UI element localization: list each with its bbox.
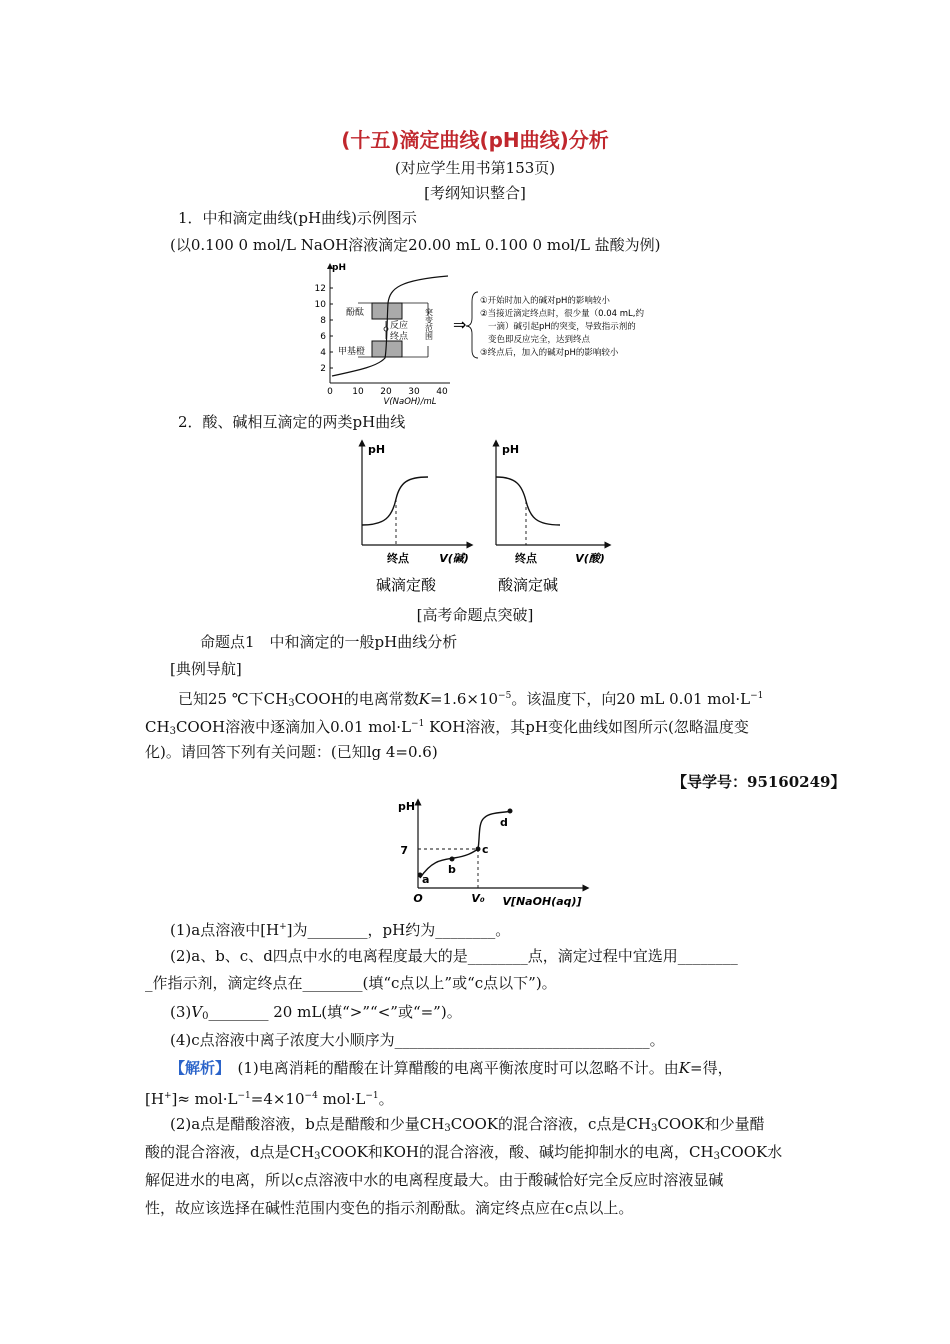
section-heading-2: [高考命题点突破] bbox=[416, 606, 534, 624]
fig1-y-label: pH bbox=[332, 263, 346, 273]
fig3-y-label: pH bbox=[398, 800, 416, 813]
fig1-note: ③终点后，加入的碱对pH的影响较小 bbox=[480, 348, 619, 358]
fig1-x-tick: 40 bbox=[436, 387, 448, 397]
fig1-y-tick: 2 bbox=[320, 364, 326, 374]
fig1-note: ②当接近滴定终点时，很少量（0.04 mL,约 bbox=[480, 309, 644, 319]
fig1-note: 一滴）碱引起pH的突变，导致指示剂的 bbox=[488, 322, 636, 332]
answer-line-2: $[H^+]\approx mol\cdot L^{-1}=4\times 10^{-4}$ $mol\cdot L^{-1}$。 bbox=[145, 1090, 394, 1108]
fig2-right-x-label: V(酸) bbox=[575, 552, 605, 565]
item-1-heading: 1．中和滴定曲线(pH曲线)示例图示 bbox=[178, 209, 417, 227]
fig1-y-tick: 6 bbox=[320, 332, 326, 342]
fig1-note: 变色即反应完全，达到终点 bbox=[488, 335, 591, 345]
fig3-label-a: a bbox=[422, 873, 430, 886]
methyl-orange-range-box bbox=[372, 341, 402, 357]
fig2-left-end-label: 终点 bbox=[387, 552, 409, 565]
fig1-x-tick: 30 bbox=[408, 387, 420, 397]
problem-line-3: 化)。请回答下列有关问题：(已知lg 4=0.6) bbox=[145, 743, 438, 761]
answer-line-4: 酸的混合溶液，d点是$CH_3COOK$和KOH的混合溶液，酸、碱均能抑制水的电离，$CH_3COOK$水 bbox=[145, 1143, 783, 1162]
fig1-note: ①开始时加入的碱对pH的影响较小 bbox=[480, 296, 610, 306]
fig1-y-tick: 10 bbox=[314, 300, 326, 310]
item-1-note: (以0.100 0 mol/L NaOH溶液滴定20.00 mL 0.100 0 mol/L 盐酸为例) bbox=[170, 236, 661, 254]
fig1-range-label: 突变范围 bbox=[424, 308, 434, 340]
topic-heading: 命题点1 中和滴定的一般pH曲线分析 bbox=[200, 633, 458, 651]
fig2-right-end-label: 终点 bbox=[515, 552, 537, 565]
fig3-label-d: d bbox=[500, 816, 508, 829]
problem-line-1: 已知25 ℃下$CH_3COOH$的电离常数$K=1.6\times 10^{-5}$。该温度下，向20 mL 0.01 $mol\cdot L^{-1}$ bbox=[178, 690, 764, 709]
fig1-mid-label-2: 终点 bbox=[390, 332, 409, 342]
fig1-y-tick: 4 bbox=[320, 348, 326, 358]
answer-label: 【解析】 bbox=[170, 1059, 223, 1077]
fig2-right-caption: 酸滴定碱 bbox=[498, 576, 559, 594]
fig1-x-tick: 0 bbox=[327, 387, 333, 397]
fig2-right-y-label: pH bbox=[502, 443, 520, 456]
page-subtitle: (对应学生用书第153页) bbox=[394, 159, 556, 177]
section-heading-1: [考纲知识整合] bbox=[424, 184, 526, 202]
fig3-label-c: c bbox=[482, 843, 489, 856]
question-1: (1)a点溶液中[H+]为________，pH约为________。 bbox=[170, 921, 511, 939]
fig3-y7-label: 7 bbox=[400, 844, 408, 857]
fig3-point-b bbox=[450, 857, 455, 862]
fig1-x-tick: 20 bbox=[380, 387, 392, 397]
fig2-right-curve bbox=[496, 477, 560, 525]
fig1-mid-label-1: 反应 bbox=[390, 321, 409, 331]
page-title: (十五)滴定曲线(pH曲线)分析 bbox=[341, 128, 609, 152]
fig1-x-tick: 10 bbox=[352, 387, 364, 397]
question-2-line-1: (2)a、b、c、d四点中水的电离程度最大的是________点，滴定过程中宜选用________ bbox=[170, 947, 738, 965]
ph-curve-figure-3 bbox=[392, 798, 592, 910]
question-3: $(3)V_0\_\_\_\_\_\_\_\_$ 20 mL(填“>”“<”或“=”)。 bbox=[170, 1003, 462, 1022]
ph-curve-figure-1 bbox=[310, 258, 690, 413]
example-heading: [典例导航] bbox=[170, 660, 242, 678]
fig3-v0-label: V₀ bbox=[471, 892, 485, 905]
fig2-left-caption: 碱滴定酸 bbox=[376, 576, 437, 594]
answer-line-5: 解促进水的电离，所以c点溶液中水的电离程度最大。由于酸碱恰好完全反应时溶液显碱 bbox=[145, 1171, 724, 1189]
fig1-box-bottom-label: 甲基橙 bbox=[338, 347, 366, 357]
answer-line-3: (2)a点是醋酸溶液，b点是醋酸和少量$CH_3COOK$的混合溶液，c点是$CH_3COOK$和少量醋 bbox=[170, 1115, 765, 1134]
fig2-left-y-label: pH bbox=[368, 443, 386, 456]
fig1-y-tick: 12 bbox=[314, 284, 326, 294]
reference-number: 【导学号：95160249】 bbox=[672, 773, 846, 791]
fig3-point-d bbox=[508, 809, 513, 814]
fig3-titration-curve bbox=[420, 811, 512, 878]
answer-line-1: 【解析】 (1)电离消耗的醋酸在计算醋酸的电离平衡浓度时可以忽略不计。由K=得， bbox=[170, 1059, 733, 1077]
fig1-arrow: ⇒ bbox=[453, 315, 467, 334]
fig2-left-curve bbox=[362, 477, 428, 525]
fig1-y-tick: 8 bbox=[320, 316, 326, 326]
fig2-left-x-label: V(碱) bbox=[439, 552, 469, 565]
fig3-point-c bbox=[476, 847, 481, 852]
fig1-box-top-label: 酚酞 bbox=[346, 308, 365, 318]
fig3-x-label: V[NaOH(aq)] bbox=[502, 895, 582, 908]
ph-curves-figure-2 bbox=[340, 437, 640, 602]
question-2-line-2: _作指示剂，滴定终点在________(填“c点以上”或“c点以下”)。 bbox=[145, 974, 557, 992]
fig3-label-b: b bbox=[448, 863, 456, 876]
fig3-origin-label: O bbox=[413, 892, 423, 905]
answer-line-6: 性，故应该选择在碱性范围内变色的指示剂酚酞。滴定终点应在c点以上。 bbox=[145, 1199, 634, 1217]
problem-line-2: $CH_3COOH$溶液中逐滴加入0.01 $mol\cdot L^{-1}$ KOH溶液，其pH变化曲线如图所示(忽略温度变 bbox=[145, 718, 749, 737]
item-2-heading: 2．酸、碱相互滴定的两类pH曲线 bbox=[178, 413, 406, 431]
question-4: (4)c点溶液中离子浓度大小顺序为__________________________________。 bbox=[170, 1031, 665, 1049]
fig1-x-label: V(NaOH)/mL bbox=[383, 397, 437, 407]
